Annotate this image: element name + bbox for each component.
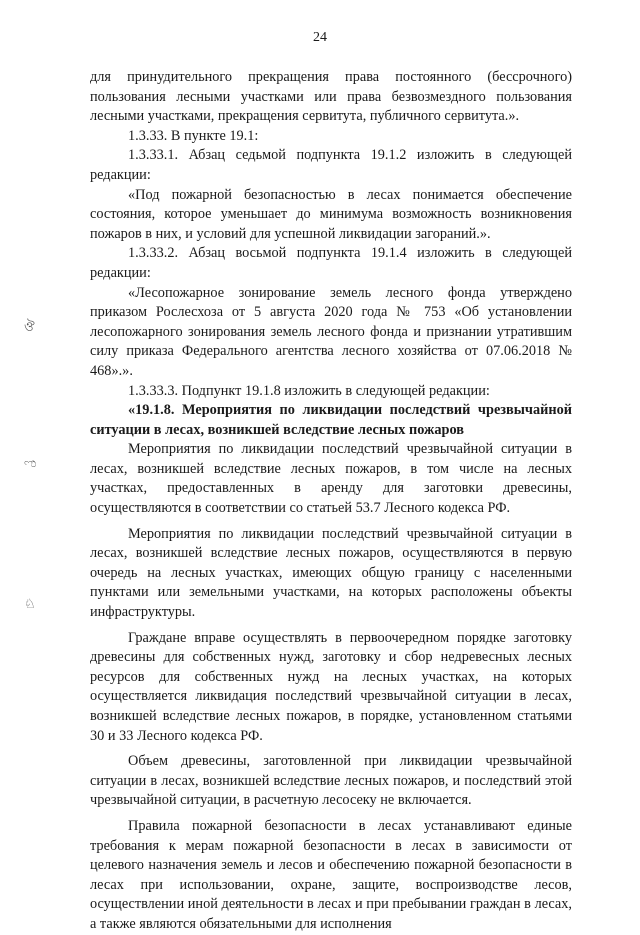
paragraph: Объем древесины, заготовленной при ликвидации чрезвычайной ситуации в лесах, возникшей вследствие лесных пожаров, и последствий этой чрезвычайной ситуации, в расчетную лесосеку не включается.: [90, 753, 572, 809]
paragraph: Мероприятия по ликвидации последствий чрезвычайной ситуации в лесах, возникшей вследствие лесных пожаров, в том числе на лесных участках, предоставленных в аренду для заготовки древесины, осуществляются в соответствии со статьей 53.7 Лесного кодекса РФ.: [90, 441, 572, 517]
section-heading: «19.1.8. Мероприятия по ликвидации последствий чрезвычайной ситуации в лесах, возникшей вследствие лесных пожаров: [90, 402, 572, 438]
paragraph: Правила пожарной безопасности в лесах устанавливают единые требования к мерам пожарной безопасности в лесах в зависимости от целевого назначения земель и лесов и обеспечению пожарной безопасности в лесах при использовании, охране, защите, воспроизводстве лесов, осуществлении иной деятельности в лесах и при пребывании граждан в лесах, а также являются обязательными для исполнения: [90, 817, 572, 932]
margin-mark: ঔ: [24, 320, 35, 335]
paragraph: «Лесопожарное зонирование земель лесного фонда утверждено приказом Рослесхоза от 5 августа 2020 года № 753 «Об установлении лесопожарного зонирования земель лесного фонда и признании утратившим силу приказа Федерального агентства лесного хозяйства от 07.06.2018 № 468».».: [90, 284, 572, 379]
paragraph: Граждане вправе осуществлять в первоочередном порядке заготовку древесины для собственных нужд, заготовку и сбор недревесных лесных ресурсов для собственных нужд на лесных участках, на которых осуществляется ликвидация последствий чрезвычайной ситуации в лесах, возникшей вследствие лесных пожаров, в порядке, установленном статьями 30 и 33 Лесного кодекса РФ.: [90, 629, 572, 744]
paragraph: для принудительного прекращения права постоянного (бессрочного) пользования лесными участками или права безвозмездного пользования лесными участками, прекращения сервитута, публичного сервитута.».: [90, 69, 572, 125]
page-number: 24: [313, 30, 327, 45]
document-body: [90, 68, 572, 935]
paragraph: Мероприятия по ликвидации последствий чрезвычайной ситуации в лесах, возникшей вследствие лесных пожаров, осуществляются в первую очередь на лесных участках, имеющих общую границу с населенными пунктами или земельными участками, на которых расположены объекты инфраструктуры.: [90, 525, 572, 621]
margin-mark: ಌ: [24, 456, 37, 471]
paragraph: 1.3.33.3. Подпункт 19.1.8 изложить в следующей редакции:: [128, 382, 490, 399]
paragraph: 1.3.33. В пункте 19.1:: [128, 127, 259, 144]
paragraph: «Под пожарной безопасностью в лесах понимается обеспечение состояния, которое уменьшает до минимума возможность возникновения пожаров в них, и условий для успешной ликвидации загораний.».: [90, 186, 572, 242]
margin-mark: ♘: [24, 597, 36, 612]
paragraph: 1.3.33.2. Абзац восьмой подпункта 19.1.4 изложить в следующей редакции:: [90, 245, 572, 281]
paragraph: 1.3.33.1. Абзац седьмой подпункта 19.1.2 изложить в следующей редакции:: [90, 147, 572, 183]
